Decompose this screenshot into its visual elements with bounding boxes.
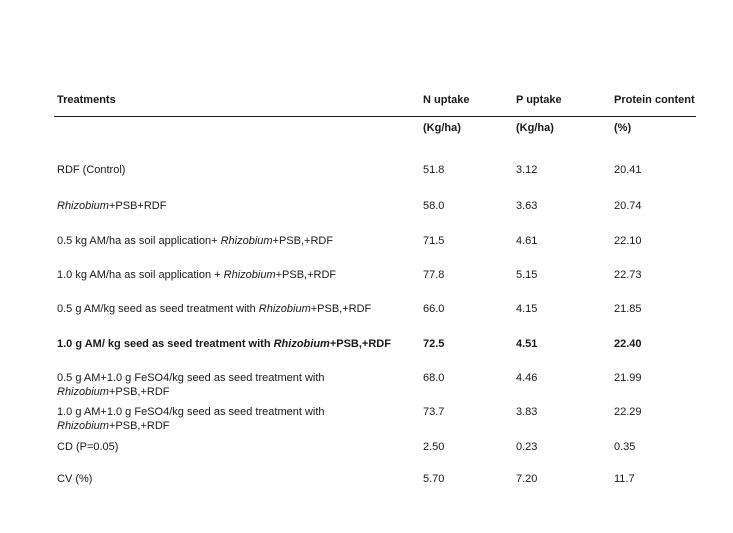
n-uptake-cell: 66.0 bbox=[423, 303, 445, 315]
protein-cell: 20.41 bbox=[614, 164, 642, 176]
p-uptake-cell: 4.51 bbox=[516, 338, 538, 350]
treatment-cell: 1.0 g AM/ kg seed as seed treatment with Rhizobium+PSB,+RDF bbox=[57, 338, 391, 350]
treatment-cell: 0.5 g AM/kg seed as seed treatment with Rhizobium+PSB,+RDF bbox=[57, 303, 372, 315]
treatment-cell: CD (P=0.05) bbox=[57, 441, 119, 453]
p-uptake-cell: 5.15 bbox=[516, 269, 538, 281]
p-uptake-cell: 4.15 bbox=[516, 303, 538, 315]
unit-protein: (%) bbox=[614, 122, 632, 134]
unit-n-uptake: (Kg/ha) bbox=[423, 122, 461, 134]
header-protein-content: Protein content bbox=[614, 94, 695, 106]
protein-cell: 22.29 bbox=[614, 406, 642, 418]
treatment-cell: RDF (Control) bbox=[57, 164, 126, 176]
p-uptake-cell: 0.23 bbox=[516, 441, 538, 453]
treatment-cell: CV (%) bbox=[57, 473, 93, 485]
header-p-uptake: P uptake bbox=[516, 94, 562, 106]
protein-cell: 11.7 bbox=[614, 473, 635, 485]
protein-cell: 22.10 bbox=[614, 235, 642, 247]
p-uptake-cell: 3.83 bbox=[516, 406, 538, 418]
header-rule bbox=[54, 116, 696, 117]
n-uptake-cell: 77.8 bbox=[423, 269, 445, 281]
unit-p-uptake: (Kg/ha) bbox=[516, 122, 554, 134]
n-uptake-cell: 68.0 bbox=[423, 372, 445, 384]
protein-cell: 22.73 bbox=[614, 269, 642, 281]
p-uptake-cell: 4.61 bbox=[516, 235, 538, 247]
n-uptake-cell: 5.70 bbox=[423, 473, 445, 485]
n-uptake-cell: 2.50 bbox=[423, 441, 445, 453]
p-uptake-cell: 7.20 bbox=[516, 473, 538, 485]
protein-cell: 21.99 bbox=[614, 372, 642, 384]
n-uptake-cell: 51.8 bbox=[423, 164, 445, 176]
treatment-cell: Rhizobium+PSB+RDF bbox=[57, 200, 167, 212]
treatment-cell: 0.5 kg AM/ha as soil application+ Rhizobium+PSB,+RDF bbox=[57, 235, 334, 247]
protein-cell: 0.35 bbox=[614, 441, 636, 453]
n-uptake-cell: 72.5 bbox=[423, 338, 445, 350]
protein-cell: 21.85 bbox=[614, 303, 642, 315]
treatment-cell: 1.0 g AM+1.0 g FeSO4/kg seed as seed treatment with Rhizobium+PSB,+RDF bbox=[57, 406, 325, 432]
p-uptake-cell: 4.46 bbox=[516, 372, 538, 384]
n-uptake-cell: 58.0 bbox=[423, 200, 445, 212]
n-uptake-cell: 71.5 bbox=[423, 235, 445, 247]
header-n-uptake: N uptake bbox=[423, 94, 470, 106]
p-uptake-cell: 3.63 bbox=[516, 200, 538, 212]
p-uptake-cell: 3.12 bbox=[516, 164, 538, 176]
treatment-cell: 0.5 g AM+1.0 g FeSO4/kg seed as seed treatment with Rhizobium+PSB,+RDF bbox=[57, 372, 325, 398]
treatment-cell: 1.0 kg AM/ha as soil application + Rhizobium+PSB,+RDF bbox=[57, 269, 337, 281]
protein-cell: 20.74 bbox=[614, 200, 642, 212]
protein-cell: 22.40 bbox=[614, 338, 642, 350]
n-uptake-cell: 73.7 bbox=[423, 406, 445, 418]
header-treatments: Treatments bbox=[57, 94, 116, 106]
